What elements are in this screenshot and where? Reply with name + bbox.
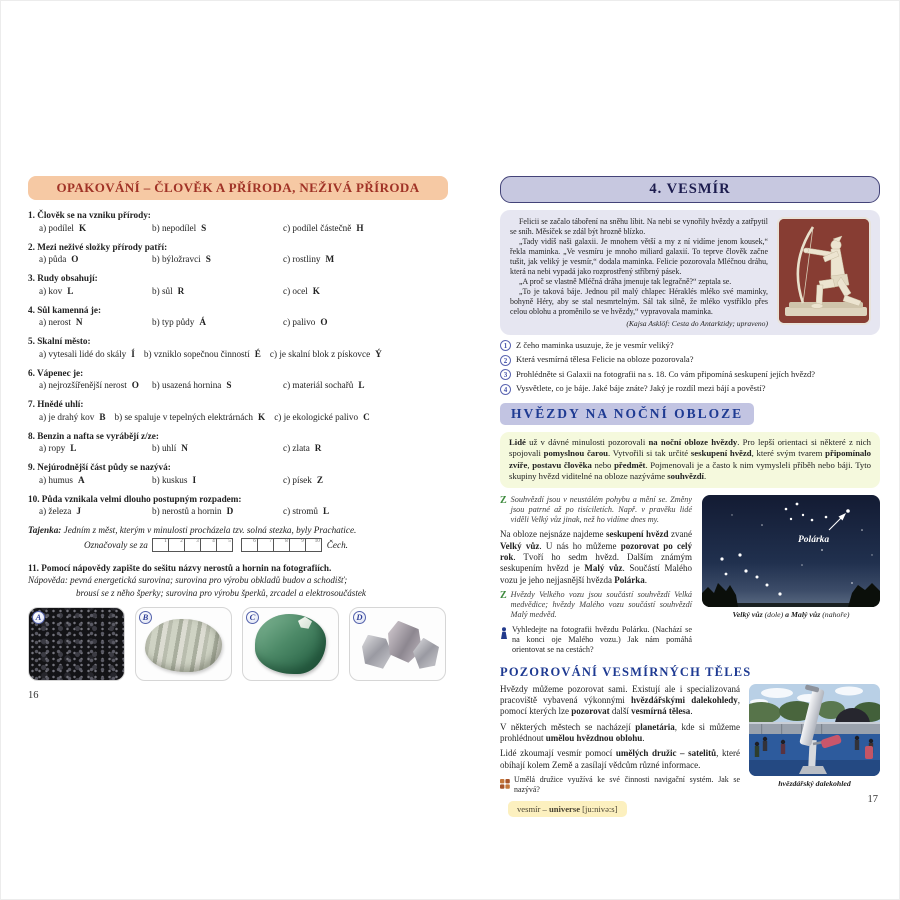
answer-key: C xyxy=(363,411,370,422)
question-options xyxy=(28,349,448,359)
option-a: a) podílel K xyxy=(39,222,87,233)
question-options xyxy=(28,286,448,296)
option-a: a) kov L xyxy=(39,285,74,296)
z-note-icon: Z xyxy=(500,494,507,506)
observation-text-column xyxy=(500,684,740,817)
question-options xyxy=(28,317,448,327)
story-paragraph: Felicii se začalo táboření na sněhu líbit. Na nebi se vynořily hvězdy a zatřpytil se sníh. Měsíček se zdál být hrozně blízko. xyxy=(510,217,768,237)
question-10 xyxy=(28,494,448,517)
question-title: 5. Skalní město: xyxy=(28,336,91,346)
answer-key: I xyxy=(192,474,197,485)
interesting-fact-note-2: Z Hvězdy Velkého vozu jsou součástí souhvězdí Velká medvědice; hvězdy Malého vozu součástí souhvězdí Malý medvěd. xyxy=(500,590,692,620)
question-options xyxy=(28,412,448,422)
answer-key: L xyxy=(322,506,330,516)
answer-key: R xyxy=(177,285,185,296)
tajenka-box: 1 xyxy=(152,538,169,552)
answer-key: Z xyxy=(316,474,323,485)
photo-badge-c: C xyxy=(246,611,259,624)
tajenka-box: 10 xyxy=(305,538,322,552)
answer-key: S xyxy=(226,380,232,390)
story-attribution: (Kajsa Asklöf: Cesta do Antarktidy; upraveno) xyxy=(626,319,768,329)
answer-key: S xyxy=(201,222,207,233)
section-header-observation: POZOROVÁNÍ VESMÍRNÝCH TĚLES xyxy=(500,664,752,679)
question-9 xyxy=(28,462,448,485)
question-title: 3. Rudy obsahují: xyxy=(28,273,98,283)
archer-statue-illustration xyxy=(779,219,871,323)
question-3 xyxy=(28,273,448,296)
question-title: 7. Hnědé uhlí: xyxy=(28,399,84,409)
tajenka-prefix: Označovaly se za xyxy=(84,540,148,550)
story-question-4: 4 Vysvětlete, co je báje. Jaké báje znáte? Jaký je rozdíl mezi bájí a pověstí? xyxy=(500,383,880,395)
tajenka-suffix: Čech. xyxy=(326,540,348,550)
polarka-label: Polárka xyxy=(798,534,830,545)
story-questions xyxy=(500,340,880,395)
person-task-icon xyxy=(500,626,508,656)
tajenka-box: 6 xyxy=(241,538,258,552)
answer-key: S xyxy=(205,254,211,264)
option-c: c) je ekologické palivo C xyxy=(274,411,370,422)
question-options xyxy=(28,254,448,264)
answer-key: Á xyxy=(199,317,207,327)
tajenka-label: Tajenka: xyxy=(28,525,62,535)
stars-text-column xyxy=(500,495,692,656)
mineral-chunk xyxy=(362,635,392,669)
answer-key: A xyxy=(77,474,85,485)
tajenka-box: 2 xyxy=(168,538,185,552)
option-a: a) ropy L xyxy=(39,443,77,453)
option-a: a) nejrozšířenější nerost O xyxy=(39,380,139,390)
left-page xyxy=(28,176,448,701)
option-b: b) usazená hornina S xyxy=(152,380,232,390)
quiz-questions xyxy=(28,210,448,516)
observation-columns xyxy=(500,684,880,817)
summary-box: Lidé už v dávné minulosti pozorovali na noční obloze hvězdy. Pro lepší orientaci si některé z nich spojovali pomyslnou čarou. Vytvořili si tak určité seskupení hvězd, které svým tvarem připomínalo zvíře, postavu člověka nebo předmět. Pojmenovali je a často k nim vymysleli příběh nebo báji. Tyto skupiny hvězd viditelné na obloze nazýváme souhvězdí. xyxy=(500,432,880,488)
answer-key: H xyxy=(356,222,364,233)
photo-c-green-mineral xyxy=(242,607,339,681)
story-question-1: 1 Z čeho maminka usuzuje, že je vesmír veliký? xyxy=(500,340,880,352)
story-paragraph: „To je taková báje. Jednou pil malý chlapec Héraklés mléko své maminky, bohyně Héry, aby se stal nesmrtelným. Sál tak silně, že mléko vystříklo přes celou oblohu a proměnilo se ve hvězdy,“ vypravovala maminka. xyxy=(510,287,768,317)
z-note-icon: Z xyxy=(500,590,507,602)
question-options xyxy=(28,443,448,453)
option-a: a) půda O xyxy=(39,254,79,264)
question-options xyxy=(28,380,448,390)
tajenka-box: 8 xyxy=(273,538,290,552)
question-title: 10. Půda vznikala velmi dlouho postupným rozpadem: xyxy=(28,493,242,504)
chapter-header: 4. VESMÍR xyxy=(500,176,880,203)
answer-key: B xyxy=(99,411,106,422)
answer-key: L xyxy=(358,380,365,390)
tajenka-boxes-group-2 xyxy=(242,538,322,552)
option-a: a) humus A xyxy=(39,474,85,485)
tajenka-boxes-group-1 xyxy=(153,538,233,552)
question-4 xyxy=(28,305,448,328)
answer-key: É xyxy=(254,348,261,359)
question-options xyxy=(28,223,448,233)
tajenka-box: 9 xyxy=(289,538,306,552)
question-options xyxy=(28,506,448,516)
tajenka-box: 3 xyxy=(184,538,201,552)
option-b: b) se spaluje v tepelných elektrárnách K xyxy=(114,411,266,422)
option-b: b) typ půdy Á xyxy=(152,317,207,327)
photo-badge-b: B xyxy=(139,611,152,624)
answer-key: L xyxy=(67,285,74,296)
mineral-photos xyxy=(28,607,448,681)
option-a: a) vytesali lidé do skály Í xyxy=(39,348,135,359)
question-title: 4. Sůl kamenná je: xyxy=(28,304,101,315)
answer-key: Í xyxy=(131,348,135,359)
vocab-box: vesmír – universe [ju:nivə:s] xyxy=(508,801,627,817)
question-5 xyxy=(28,336,448,359)
satellites-paragraph: Lidé zkoumají vesmír pomocí umělých družic – satelitů, které obíhají kolem Země a zasílají vědcům různé informace. xyxy=(500,748,740,770)
story-paragraph: „A proč se vlastně Mléčná dráha jmenuje tak legračně?“ zeptala se. xyxy=(519,277,732,287)
story-question-3: 3 Prohlédněte si Galaxii na fotografii na s. 18. Co vám připomíná seskupení jejích hvězd? xyxy=(500,369,880,381)
photo-badge-d: D xyxy=(353,611,366,624)
tajenka-box: 7 xyxy=(257,538,274,552)
question-title: 1. Člověk se na vzniku přírody: xyxy=(28,210,151,220)
option-b: b) nerostů a hornin D xyxy=(152,506,234,516)
question-title: 6. Vápenec je: xyxy=(28,367,84,378)
option-c: c) je skalní blok z pískovce Ý xyxy=(269,348,382,359)
option-b: b) vzniklo sopečnou činností É xyxy=(143,348,261,359)
answer-key: O xyxy=(71,254,79,264)
answer-key: M xyxy=(325,254,335,264)
option-c: c) palivo O xyxy=(283,317,328,327)
answer-key: O xyxy=(131,380,139,390)
answer-key: K xyxy=(258,411,266,422)
story-paragraph: „Tady vidíš naši galaxii. Je mnohem větší a my z ní vidíme jenom kousek,“ řekla maminka. „Ve vesmíru je mnoho miliard galaxií. To teprve člověk začne tušit, jak veliký je vesmír,“ dodala maminka. Felicie pozorovala Mléčnou dráhu, která na nebi vypadá jako rozprostřený stříbrný pásek. xyxy=(510,237,768,277)
telescope-caption: hvězdářský dalekohled xyxy=(778,778,851,788)
night-sky-photo xyxy=(702,495,880,607)
question-11-title: 11. Pomocí nápovědy zapište do sešitu názvy nerostů a hornin na fotografiích. xyxy=(28,563,332,573)
vocab-row xyxy=(500,801,740,817)
question-options xyxy=(28,475,448,485)
interesting-fact-note-1: Z Souhvězdí jsou v neustálém pohybu a mění se. Změny jsou patrné až po tisíciletích. Např. v pravěku lidé viděli Velký vůz jinak, než ho vidíme dnes my. xyxy=(500,494,692,525)
telescope-figure xyxy=(749,684,880,817)
answer-key: K xyxy=(78,222,87,233)
archer-statue-photo xyxy=(777,217,871,325)
question-7 xyxy=(28,399,448,422)
answer-key: L xyxy=(70,443,77,453)
option-a: a) je drahý kov B xyxy=(39,411,106,422)
photo-badge-a: A xyxy=(32,611,45,624)
question-6 xyxy=(28,368,448,391)
big-dipper-paragraph: Na obloze nejsnáze najdeme seskupení hvězd zvané Velký vůz. U nás ho můžeme pozorovat po celý rok. Tvoří ho sedm hvězd. Dalším známým seskupením hvězd je Malý vůz. Součástí Malého vozu je jeho nejjasnější hvězda Polárka. xyxy=(500,529,693,585)
right-page xyxy=(500,176,880,817)
question-8 xyxy=(28,431,448,454)
question-number-circle: 4 xyxy=(500,384,511,395)
answer-key: D xyxy=(226,506,234,516)
tajenka-answer-row xyxy=(28,538,448,552)
hint-line-2: brousí se z něho šperky; surovina pro výrobu šperků, zrcadel a elektrosoučástek xyxy=(76,588,366,599)
tajenka-line: Tajenka: Jedním z měst, kterým v minulosti procházela tzv. solná stezka, byly Prachatice. xyxy=(28,525,357,535)
night-sky-caption: Velký vůz (dole) a Malý vůz (nahoře) xyxy=(732,609,850,619)
review-section-header: OPAKOVÁNÍ – ČLOVĚK A PŘÍRODA, NEŽIVÁ PŘÍRODA xyxy=(28,176,448,200)
question-number-circle: 2 xyxy=(500,355,511,366)
option-b: b) nepodílel S xyxy=(152,222,207,233)
answer-key: Ý xyxy=(375,348,382,359)
tajenka-box: 5 xyxy=(216,538,233,552)
question-title: 2. Mezi neživé složky přírody patří: xyxy=(28,241,168,252)
telescope-illustration xyxy=(749,684,880,776)
option-c: c) písek Z xyxy=(283,474,323,485)
story-text xyxy=(510,217,768,329)
task-note-satellite: Umělá družice využívá ke své činnosti navigační systém. Jak se nazývá? xyxy=(500,775,740,795)
night-sky-illustration xyxy=(702,495,880,607)
question-number-circle: 1 xyxy=(500,340,511,351)
option-c: c) stromů L xyxy=(283,506,330,516)
question-title: 9. Nejúrodnější část půdy se nazývá: xyxy=(28,462,171,472)
hint-line-1: Nápověda: pevná energetická surovina; surovina pro výrobu obkladů budov a schodišť; xyxy=(28,575,348,585)
option-c: c) ocel K xyxy=(283,285,320,296)
task-note-polarka: Vyhledejte na fotografii hvězdu Polárku. (Nachází se na konci oje Malého vozu.) Jak nám pomáhá orientovat se na cestách? xyxy=(500,625,692,656)
option-c: c) podílel částečně H xyxy=(283,222,364,233)
story-question-2: 2 Která vesmírná tělesa Felicie na obloze pozorovala? xyxy=(500,354,880,366)
answer-key: K xyxy=(312,285,320,296)
pair-work-icon xyxy=(500,776,510,795)
tajenka-box: 4 xyxy=(200,538,217,552)
answer-key: J xyxy=(76,506,81,516)
option-a: a) nerost N xyxy=(39,317,83,327)
story-box xyxy=(500,210,880,335)
page-number-right: 17 xyxy=(867,793,878,805)
question-2 xyxy=(28,242,448,265)
observation-section xyxy=(500,665,880,817)
option-b: b) býložravci S xyxy=(152,254,211,264)
answer-key: R xyxy=(314,443,322,453)
photo-d-metallic-mineral xyxy=(349,607,446,681)
option-c: c) materiál sochařů L xyxy=(283,380,365,390)
question-title: 8. Benzin a nafta se vyrábějí z/ze: xyxy=(28,430,159,441)
option-c: c) rostliny M xyxy=(283,254,335,264)
option-a: a) železa J xyxy=(39,506,81,516)
photo-b-rock xyxy=(135,607,232,681)
planetarium-paragraph: V některých městech se nacházejí planetária, kde si můžeme prohlédnout umělou hvězdnou oblohu. xyxy=(500,721,741,743)
option-b: b) kuskus I xyxy=(152,474,197,485)
question-1 xyxy=(28,210,448,233)
night-sky-figure xyxy=(702,495,880,656)
mineral-shape xyxy=(255,614,326,674)
option-b: b) uhlí N xyxy=(152,443,188,453)
answer-key: N xyxy=(181,443,188,453)
section-header-stars: HVĚZDY NA NOČNÍ OBLOZE xyxy=(500,403,754,425)
page-number-left: 16 xyxy=(28,689,39,701)
answer-key: O xyxy=(320,317,328,327)
photo-a-coal xyxy=(28,607,125,681)
option-c: c) zlata R xyxy=(283,443,322,453)
question-number-circle: 3 xyxy=(500,369,511,380)
option-b: b) sůl R xyxy=(152,285,185,296)
stars-columns xyxy=(500,495,880,656)
telescope-photo xyxy=(749,684,880,776)
answer-key: N xyxy=(75,317,83,327)
rock-shape xyxy=(145,619,222,672)
telescopes-paragraph: Hvězdy můžeme pozorovat sami. Existují ale i specializovaná pracoviště vybavená výkonnými hvězdářskými dalekohledy, pomocí kterých lze pozorovat další vesmírná tělesa. xyxy=(500,683,740,717)
